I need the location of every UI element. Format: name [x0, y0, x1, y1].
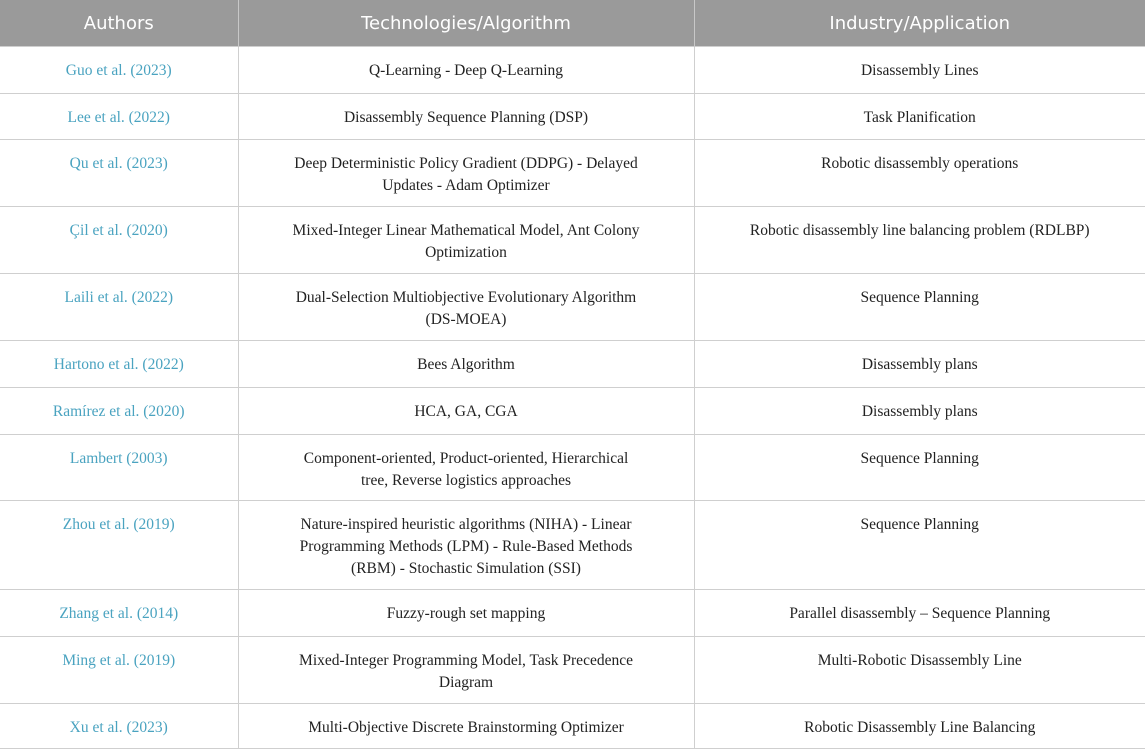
header-technologies: Technologies/Algorithm [238, 0, 694, 47]
technology-cell: Deep Deterministic Policy Gradient (DDPG) - Delayed Updates - Adam Optimizer [238, 140, 694, 207]
technology-cell: Mixed-Integer Linear Mathematical Model, Ant Colony Optimization [238, 207, 694, 274]
header-row [0, 0, 1145, 47]
author-link[interactable]: Xu et al. (2023) [0, 704, 238, 749]
application-cell: Robotic Disassembly Line Balancing [694, 704, 1145, 749]
application-cell: Parallel disassembly – Sequence Planning [694, 590, 1145, 637]
application-cell: Robotic disassembly operations [694, 140, 1145, 207]
application-cell: Task Planification [694, 94, 1145, 140]
author-link[interactable]: Ming et al. (2019) [0, 637, 238, 704]
author-link[interactable]: Çil et al. (2020) [0, 207, 238, 274]
application-cell: Disassembly Lines [694, 47, 1145, 94]
technology-cell: Dual-Selection Multiobjective Evolutionary Algorithm (DS-MOEA) [238, 274, 694, 341]
application-cell: Sequence Planning [694, 274, 1145, 341]
table-row [0, 94, 1145, 140]
application-cell: Disassembly plans [694, 341, 1145, 388]
table-row [0, 207, 1145, 274]
application-cell: Robotic disassembly line balancing problem (RDLBP) [694, 207, 1145, 274]
technology-cell: Bees Algorithm [238, 341, 694, 388]
header-authors: Authors [0, 0, 238, 47]
table-row [0, 590, 1145, 637]
technology-cell: Disassembly Sequence Planning (DSP) [238, 94, 694, 140]
table-row [0, 637, 1145, 704]
technology-cell: HCA, GA, CGA [238, 388, 694, 435]
author-link[interactable]: Qu et al. (2023) [0, 140, 238, 207]
application-cell: Disassembly plans [694, 388, 1145, 435]
author-link[interactable]: Zhang et al. (2014) [0, 590, 238, 637]
application-cell: Sequence Planning [694, 501, 1145, 590]
technology-cell: Multi-Objective Discrete Brainstorming Optimizer [238, 704, 694, 749]
author-link[interactable]: Guo et al. (2023) [0, 47, 238, 94]
author-link[interactable]: Laili et al. (2022) [0, 274, 238, 341]
author-link[interactable]: Ramírez et al. (2020) [0, 388, 238, 435]
technology-cell: Q-Learning - Deep Q-Learning [238, 47, 694, 94]
technology-cell: Fuzzy-rough set mapping [238, 590, 694, 637]
technology-cell: Component-oriented, Product-oriented, Hierarchical tree, Reverse logistics approaches [238, 435, 694, 501]
table-row [0, 704, 1145, 749]
author-link[interactable]: Lambert (2003) [0, 435, 238, 501]
technology-cell: Mixed-Integer Programming Model, Task Precedence Diagram [238, 637, 694, 704]
author-link[interactable]: Hartono et al. (2022) [0, 341, 238, 388]
table-row [0, 501, 1145, 590]
table-row [0, 274, 1145, 341]
application-cell: Sequence Planning [694, 435, 1145, 501]
application-cell: Multi-Robotic Disassembly Line [694, 637, 1145, 704]
author-link[interactable]: Zhou et al. (2019) [0, 501, 238, 590]
table-row [0, 388, 1145, 435]
author-link[interactable]: Lee et al. (2022) [0, 94, 238, 140]
table-row [0, 47, 1145, 94]
table-row [0, 341, 1145, 388]
table-row [0, 140, 1145, 207]
header-industry: Industry/Application [694, 0, 1145, 47]
technology-cell: Nature-inspired heuristic algorithms (NIHA) - Linear Programming Methods (LPM) - Rule-Based Methods (RBM) - Stochastic Simulation (SSI) [238, 501, 694, 590]
table-row [0, 435, 1145, 501]
